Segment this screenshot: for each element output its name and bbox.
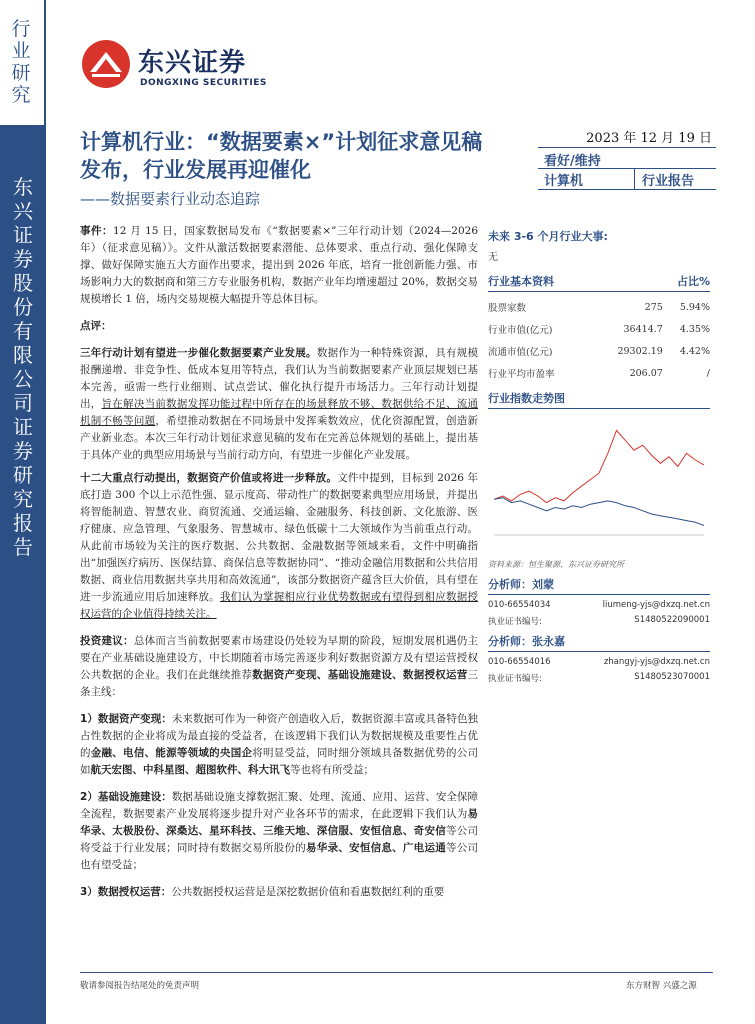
divider (538, 189, 716, 190)
divider (538, 147, 716, 148)
divider (634, 168, 635, 189)
event-paragraph (80, 223, 478, 308)
cert-label: 执业证书编号: (488, 617, 542, 627)
events-text: 无 (488, 252, 498, 263)
logo-text-en: DONGXING SECURITIES (140, 78, 267, 88)
footer-divider (80, 972, 713, 973)
basic-info-header (488, 273, 710, 292)
table-row (488, 296, 710, 318)
logo-mark-icon (80, 38, 132, 90)
basic-info-table (488, 296, 710, 384)
logo-text-cn: 东兴证券 (138, 48, 247, 78)
sidebar-bottom (0, 125, 46, 1024)
paragraph-2 (80, 470, 478, 623)
table-row (488, 362, 710, 384)
analyst-email[interactable]: liumeng-yjs@dxzq.net.cn (602, 600, 710, 610)
right-column (488, 228, 710, 684)
p4-text-2: 将明显受益，同时细分领域具备数据优势的公司如 (80, 747, 479, 776)
analyst-phone: 010-66554016 (488, 657, 551, 667)
p3-text-end: 三条主线： (80, 669, 479, 698)
sector: 计算机 (544, 174, 584, 189)
analyst-contact (488, 657, 710, 667)
p4-heading: 1）数据资产变现： (80, 713, 172, 725)
cell-value: 275 (644, 301, 663, 313)
cert-number: S1480522090001 (634, 615, 710, 625)
events-title: 未来 3-6 个月行业大事: (488, 230, 608, 243)
sidebar-top (0, 0, 46, 125)
p5-text: 数据基础设施支撑数据汇聚、处理、流通、应用、运营、安全保障全流程，数据要素产业发展将逐步提升对产业各环节的需求，在此逻辑下我们认为 (80, 791, 478, 820)
divider (538, 168, 716, 169)
analyst-contact (488, 600, 710, 610)
p5-heading: 2）基础设施建设： (80, 791, 172, 803)
paragraph-5 (80, 789, 478, 874)
analyst-name: 分析师：张永嘉 (488, 633, 710, 652)
p1-underlined: 旨在解决当前数据发挥功能过程中所存在的场景释放不够、数据供给不足、流通机制不畅等问题 (80, 398, 479, 427)
p6-heading: 3）数据授权运营： (80, 886, 172, 898)
cell-label: 行业平均市盈率 (488, 369, 555, 380)
report-title: 计算机行业：“数据要素×”计划征求意见稿发布，行业发展再迎催化 (80, 130, 483, 182)
cell-value: 206.07 (629, 367, 663, 379)
category-label: 行业研究 (11, 18, 31, 106)
paragraph-6 (80, 884, 478, 901)
footer-slogan: 东方财智 兴盛之源 (626, 981, 697, 991)
p3-text: 总体而言当前数据要素市场建设仍处较为早期的阶段，短期发展机遇仍主要在产业基础设施建设方，中长期随着市场完善逐步利好数据资源方及有望运营授权公共数据的企业。我们在此继续推荐 (80, 635, 479, 681)
series-line-0 (494, 431, 704, 503)
event-label: 事件： (80, 225, 114, 237)
cert-number: S1480523070001 (634, 672, 710, 682)
main-body (80, 223, 478, 907)
cell-value: 36414.7 (623, 323, 663, 335)
company-label: 东兴证券股份有限公司证券研究报告 (13, 175, 33, 559)
cell-pct: / (706, 367, 710, 379)
analyst-phone: 010-66554034 (488, 600, 551, 610)
table-row (488, 318, 710, 340)
table-row (488, 340, 710, 362)
p1-text-end: ，希望推动数据在不同场景中发挥乘数效应，优化资源配置，创造新产业新业态。本次三年行动计划征求意见稿的发布在完善总体规划的基础上，提出基于具体产业的典型应用场景与当前行动方向，有望进一步催化产业发展。 (80, 415, 479, 461)
analyst-list (488, 576, 710, 684)
p1-heading: 三年行动计划有望进一步催化数据要素产业发展。 (80, 347, 317, 359)
basic-info-pct-header: 占比% (676, 275, 710, 288)
sidebar (0, 0, 46, 1024)
event-text: 12 月 15 日，国家数据局发布《“数据要素×”三年行动计划（2024—2026 年）（征求意见稿）》。文件从激活数据要素潜能、总体要求、重点行动、强化保障支撑、做好保障实施五大方面作出要求，提出到 2026 年底，培育一批创新能力强、市场影响力大的数据商和第三方专业服务机构，数据产业年均增速超过 20%，数据交易规模增长 1 倍，场内交易规模大幅提升等总体目标。 (80, 225, 478, 305)
p2-text: 文件中提到，目标到 2026 年底打造 300 个以上示范性强、显示度高、带动性广的数据要素典型应用场景，并提出将智能制造、智慧农业、商贸流通、交通运输、金融服务、科技创新、文化旅游、医疗健康、应急管理、气象服务、智慧城市、绿色低碳十二大领域作为当前重点行动。从此前市场较为关注的医疗数据、公共数据、金融数据等领域来看，文件中明确指出“加强医疗病历、医保结算、商保信息等数据协同”、“推动金融信用数据和公共信用数据、商业信用数据共享共用和高效流通”，该部分数据资产蕴含巨大价值，具有望在进一步流通应用后加速释放。 (80, 472, 479, 603)
report-info-box (538, 125, 716, 189)
cell-label: 行业市值(亿元) (488, 325, 553, 336)
cell-label: 股票家数 (488, 303, 527, 314)
report-subtitle: ——数据要素行业动态追踪 (80, 190, 261, 208)
p2-heading: 十二大重点行动提出，数据资产价值或将进一步释放。 (80, 472, 338, 484)
p3-heading: 投资建议： (80, 635, 134, 647)
cert-label: 执业证书编号: (488, 674, 542, 684)
cell-label: 流通市值(亿元) (488, 347, 553, 358)
p1-text: 数据作为一种特殊资源，具有规模报酬递增、非竞争性、低成本复用等特点，我们认为当前数据要素产业顶层规划已基本完善，亟需一些行业细则、试点尝试、催化执行提升市场活力。三年行动计划提出， (80, 347, 479, 410)
cell-pct: 5.94% (679, 301, 710, 313)
comment-label: 点评： (80, 320, 112, 332)
series-line-1 (494, 498, 704, 526)
report-date: 2023 年 12 月 19 日 (586, 131, 712, 146)
footer-disclaimer: 敬请参阅报告结尾处的免责声明 (80, 981, 200, 991)
p4-text-end: 等也将有所受益； (290, 764, 374, 776)
analyst (488, 576, 710, 627)
cell-value: 29302.19 (617, 345, 663, 357)
company-logo (80, 38, 300, 93)
index-chart-header (488, 390, 710, 409)
index-trend-chart (488, 413, 710, 549)
p3-bold: 数据资产变现、基础设施建设、数据授权运营 (252, 669, 468, 681)
report-type: 行业报告 (642, 174, 695, 189)
rating: 看好/维持 (544, 154, 601, 169)
p4-text: 未来数据可作为一种资产创造收入后，数据资源丰富或具备特色独占性数据的企业将成为最直接的受益者，在该逻辑下我们认为数据规模及重要性占优的 (80, 713, 478, 759)
paragraph-1 (80, 345, 478, 464)
analyst-email[interactable]: zhangyj-yjs@dxzq.net.cn (603, 657, 710, 667)
comment-heading (80, 318, 478, 335)
analyst-cert (488, 615, 710, 627)
p5-bold-2: 易华录、安恒信息、广电运通 (306, 842, 446, 854)
analyst-name: 分析师：刘蒙 (488, 576, 710, 595)
paragraph-4 (80, 711, 478, 779)
p2-underlined: 我们认为掌握相应行业优势数据或有望得到相应数据授权运营的企业值得持续关注。 (80, 591, 479, 620)
p4-bold: 金融、电信、能源等领域的央国企 (90, 747, 253, 759)
basic-info-title: 行业基本资料 (488, 275, 554, 288)
p5-bold: 易华录、太极股份、深桑达、星环科技、三维天地、深信服、安恒信息、奇安信 (80, 808, 478, 837)
analyst (488, 633, 710, 684)
p5-text-end: 等公司也有望受益； (80, 842, 479, 871)
p4-bold-2: 航天宏图、中科星图、超图软件、科大讯飞 (90, 764, 290, 776)
p6-text: 公共数据授权运营是是深挖数据价值和看惠数据红利的重要 (171, 886, 445, 898)
cell-pct: 4.35% (679, 323, 710, 335)
chart-source: 资料来源：恒生聚源、东兴证券研究所 (488, 560, 624, 569)
p5-text-2: 等公司将受益于行业发展；同时持有数据交易所股份的 (80, 825, 479, 854)
index-chart-title: 行业指数走势图 (488, 392, 565, 405)
cell-pct: 4.42% (679, 345, 710, 357)
analyst-cert (488, 672, 710, 684)
paragraph-3 (80, 633, 478, 701)
